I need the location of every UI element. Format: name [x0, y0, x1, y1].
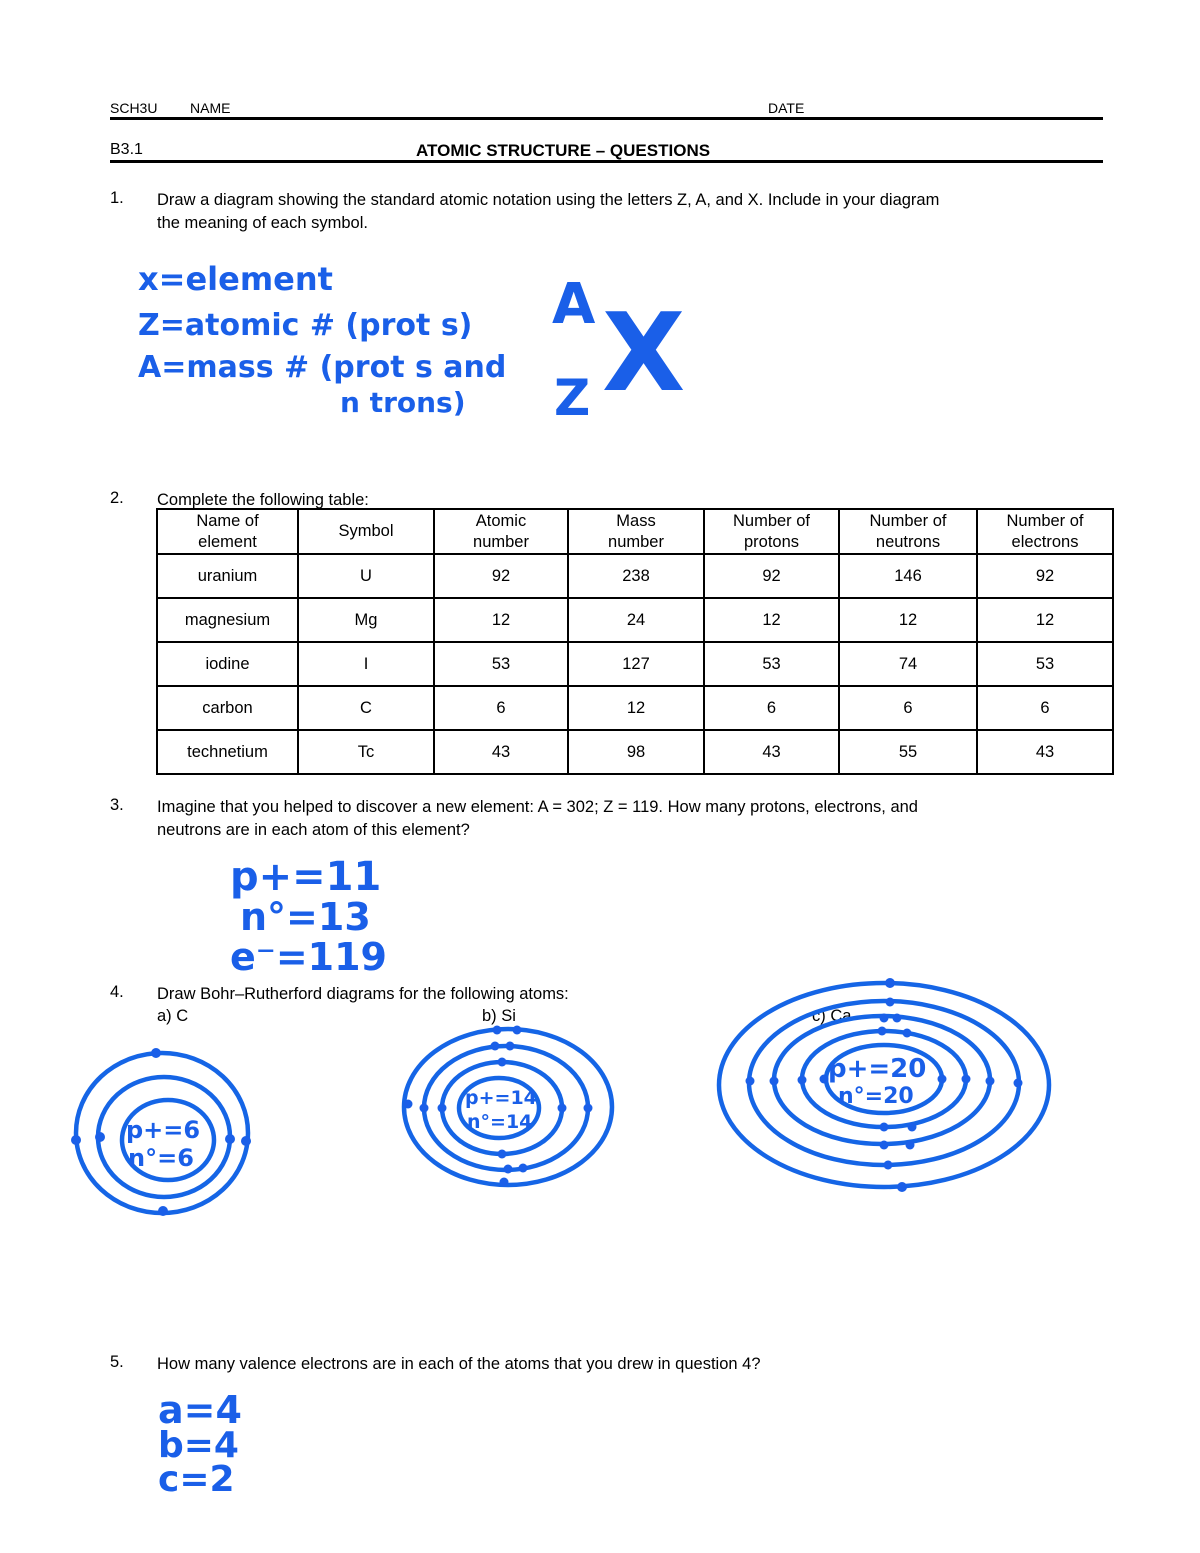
handwritten-line: n°=13 [240, 895, 371, 939]
element-table [156, 508, 1114, 775]
handwritten-answer [150, 1385, 290, 1500]
table-cell: Mg [298, 598, 434, 642]
handwritten-line: p+=11 [230, 854, 382, 900]
column-header: Symbol [298, 509, 434, 554]
table-cell: 24 [568, 598, 704, 642]
column-header: Atomic number [434, 509, 568, 554]
table-cell: 12 [434, 598, 568, 642]
table-cell: 43 [704, 730, 839, 774]
handwritten-line: a=4 [158, 1388, 242, 1432]
electron [897, 1182, 907, 1192]
question-number: 5. [110, 1353, 124, 1371]
electron [95, 1132, 105, 1142]
neutron-count: n°=14 [467, 1111, 533, 1133]
element-symbol: X [602, 291, 686, 416]
bohr-diagram-carbon [60, 1040, 260, 1220]
table-row [157, 730, 1113, 774]
table-cell: 238 [568, 554, 704, 598]
section-code: B3.1 [110, 141, 143, 158]
table-cell: 53 [977, 642, 1113, 686]
question-text: Draw Bohr–Rutherford diagrams for the following atoms: [157, 985, 569, 1003]
bohr-diagram-silicon [395, 1020, 625, 1195]
table-cell: Tc [298, 730, 434, 774]
table-cell: C [298, 686, 434, 730]
handwritten-notation-key [130, 250, 510, 430]
table-cell: 43 [434, 730, 568, 774]
question-number: 1. [110, 189, 124, 207]
electron [151, 1048, 161, 1058]
electron [498, 1058, 507, 1067]
electron [798, 1076, 807, 1085]
handwritten-line: c=2 [158, 1459, 235, 1500]
electron [500, 1178, 509, 1187]
electron [491, 1042, 500, 1051]
electron [908, 1123, 917, 1132]
name-label: NAME [190, 100, 231, 116]
neutron-count: n°=20 [838, 1084, 914, 1109]
table-cell: 92 [704, 554, 839, 598]
electron [558, 1104, 567, 1113]
electron [241, 1136, 251, 1146]
electron [893, 1014, 902, 1023]
electron [885, 978, 895, 988]
table-cell: 55 [839, 730, 977, 774]
table-cell: iodine [157, 642, 298, 686]
table-cell: 92 [434, 554, 568, 598]
electron [884, 1161, 893, 1170]
handwritten-line: x=element [138, 260, 333, 298]
electron [880, 1014, 889, 1023]
table-cell: 12 [977, 598, 1113, 642]
atom-label: b) Si [482, 1007, 516, 1025]
question-text: Imagine that you helped to discover a new element: A = 302; Z = 119. How many protons, electrons, and [157, 798, 918, 816]
question-number: 4. [110, 983, 124, 1001]
electron [404, 1100, 413, 1109]
electron [986, 1077, 995, 1086]
question-number: 3. [110, 796, 124, 814]
neutron-count: n°=6 [128, 1144, 194, 1172]
atomic-notation-diagram [540, 265, 690, 425]
table-cell: I [298, 642, 434, 686]
table-cell: 92 [977, 554, 1113, 598]
column-header: Name of element [157, 509, 298, 554]
table-cell: 127 [568, 642, 704, 686]
electron [886, 998, 895, 1007]
table-cell: 53 [434, 642, 568, 686]
electron [820, 1075, 829, 1084]
title-rule [110, 160, 1103, 163]
table-cell: 12 [839, 598, 977, 642]
table-cell: 43 [977, 730, 1113, 774]
question-text: How many valence electrons are in each of the atoms that you drew in question 4? [157, 1355, 761, 1373]
electron [493, 1026, 502, 1035]
atomic-number-symbol: Z [554, 369, 591, 425]
electron [746, 1077, 755, 1086]
table-cell: carbon [157, 686, 298, 730]
electron [225, 1134, 235, 1144]
column-header: Number of protons [704, 509, 839, 554]
table-cell: 12 [568, 686, 704, 730]
electron [906, 1141, 915, 1150]
course-code: SCH3U [110, 100, 158, 116]
question-text: Complete the following table: [157, 491, 369, 509]
table-cell: 6 [839, 686, 977, 730]
electron [880, 1123, 889, 1132]
bohr-diagram-calcium [712, 975, 1057, 1195]
question-number: 2. [110, 489, 124, 507]
table-cell: uranium [157, 554, 298, 598]
table-cell: 74 [839, 642, 977, 686]
handwritten-line: A=mass # (prot s and [138, 350, 507, 385]
table-cell: 53 [704, 642, 839, 686]
electron [1014, 1079, 1023, 1088]
handwritten-line: Z=atomic # (prot s) [138, 308, 473, 343]
table-cell: technetium [157, 730, 298, 774]
electron [962, 1075, 971, 1084]
table-cell: 98 [568, 730, 704, 774]
electron [878, 1027, 887, 1036]
proton-count: p+=14 [465, 1087, 537, 1109]
electron [519, 1164, 528, 1173]
question-text: the meaning of each symbol. [157, 214, 368, 232]
table-cell: U [298, 554, 434, 598]
handwritten-line: e⁻=119 [230, 935, 387, 978]
table-cell: 12 [704, 598, 839, 642]
electron [504, 1165, 513, 1174]
electron [438, 1104, 447, 1113]
electron [158, 1206, 168, 1216]
table-row [157, 686, 1113, 730]
handwritten-answer [220, 848, 440, 978]
atom-label: a) C [157, 1007, 189, 1025]
electron [903, 1029, 912, 1038]
electron [513, 1026, 522, 1035]
electron [498, 1150, 507, 1159]
table-row [157, 554, 1113, 598]
table-row [157, 598, 1113, 642]
proton-count: p+=20 [828, 1054, 927, 1084]
table-cell: 6 [434, 686, 568, 730]
electron [420, 1104, 429, 1113]
electron [71, 1135, 81, 1145]
table-cell: 6 [977, 686, 1113, 730]
handwritten-line: b=4 [158, 1425, 239, 1466]
header-rule [110, 117, 1103, 120]
question-text: Draw a diagram showing the standard atomic notation using the letters Z, A, and X. Include in your diagram [157, 191, 940, 209]
electron [880, 1141, 889, 1150]
electron [938, 1075, 947, 1084]
electron [584, 1104, 593, 1113]
table-cell: 6 [704, 686, 839, 730]
question-text: neutrons are in each atom of this element? [157, 821, 470, 839]
column-header: Mass number [568, 509, 704, 554]
table-header-row [157, 509, 1113, 554]
electron [770, 1077, 779, 1086]
column-header: Number of neutrons [839, 509, 977, 554]
proton-count: p+=6 [126, 1116, 201, 1144]
column-header: Number of electrons [977, 509, 1113, 554]
date-label: DATE [768, 100, 805, 116]
handwritten-line: n trons) [340, 386, 466, 419]
page-title: ATOMIC STRUCTURE – QUESTIONS [416, 141, 711, 160]
electron [506, 1042, 515, 1051]
table-row [157, 642, 1113, 686]
mass-number-symbol: A [552, 272, 596, 337]
table-cell: 146 [839, 554, 977, 598]
table-cell: magnesium [157, 598, 298, 642]
atom-label: c) Ca [812, 1007, 852, 1025]
